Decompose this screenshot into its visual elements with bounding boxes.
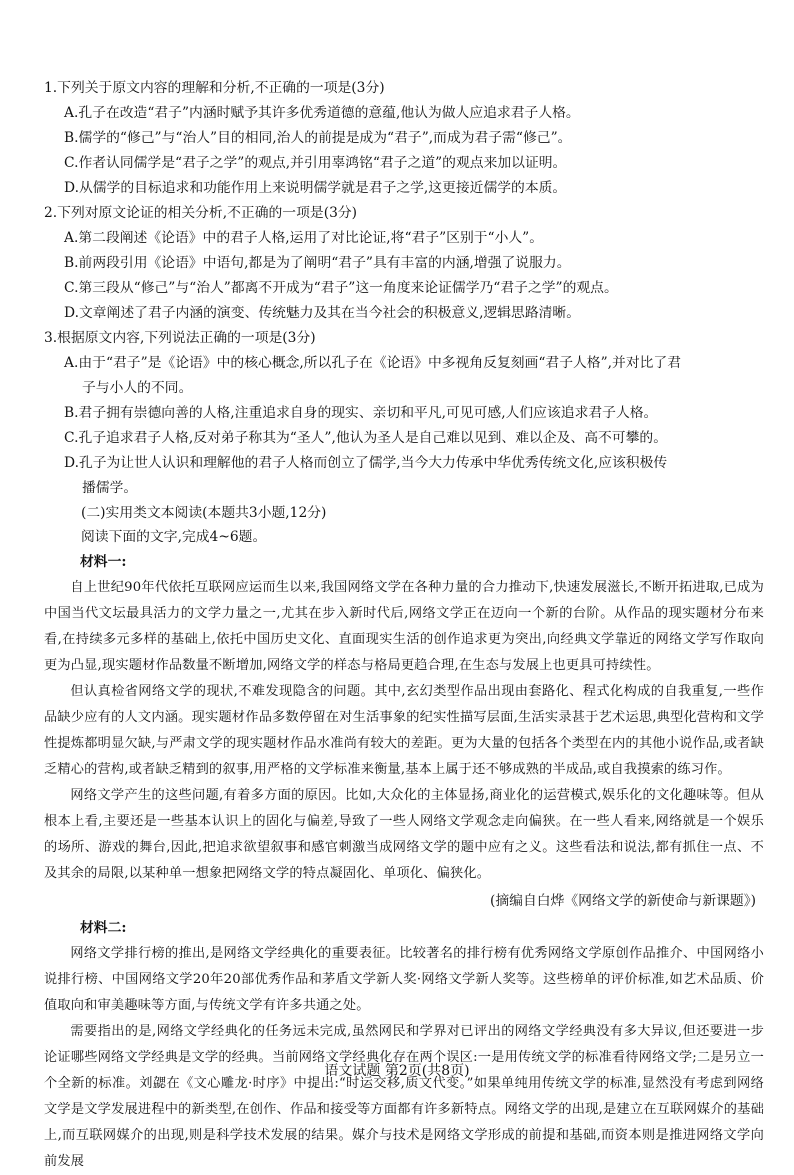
option-b: B.前两段引用《论语》中语句,都是为了阐明“君子”具有丰富的内涵,增强了说服力。	[64, 255, 571, 271]
option-d: D.孔子为让世人认识和理解他的君子人格而创立了儒学,当今大力传承中华优秀传统文化,应该积极传	[64, 455, 668, 471]
page-footer: 语文试题 第2页(共8页)	[324, 1063, 470, 1079]
section-heading: (二)实用类文本阅读(本题共3小题,12分)	[81, 505, 327, 521]
material-paragraph: 但认真检省网络文学的现状,不难发现隐含的问题。其中,玄幻类型作品出现由套路化、程式化构成的自我重复,一些作品缺少应有的人文内涵。现实题材作品多数停留在对生活事象的纪实性描写层面,生活实录甚于艺术运思,典型化营构和文学性提炼都明显欠缺,与严肃文学的现实题材作品水准尚有较大的差距。更为大量的包括各个类型在内的其他小说作品,或者缺乏精心的营构,或者缺乏精到的叙事,用严格的文学标准来衡量,基本上属于还不够成熟的半成品,或自我摸索的练习作。	[44, 684, 764, 777]
material-source: (摘编自白烨《网络文学的新使命与新课题》)	[489, 893, 756, 909]
material-paragraph: 需要指出的是,网络文学经典化的任务远未完成,虽然网民和学界对已评出的网络文学经典没有多大异议,但还要进一步论证哪些网络文学经典是文学的经典。当前网络文学经典化存在两个误区:一是用传统文学的标准看待网络文学;二是另立一个全新的标准。刘勰在《文心雕龙·时序》中提出:“时运交移,质文代变。”如果单纯用传统文学的标准,显然没有考虑到网络文学是文学发展进程中的新类型,在创作、作品和接受等方面都有许多新特点。网络文学的出现,是建立在互联网媒介的基础上,而互联网媒介的出现,则是科学技术发展的结果。媒介与技术是网络文学形成的前提和基础,而资本则是推进网络文学向前发展	[44, 1024, 764, 1169]
option-d: D.文章阐述了君子内涵的演变、传统魅力及其在当今社会的积极意义,逻辑思路清晰。	[64, 305, 581, 321]
option-c: C.作者认同儒学是“君子之学”的观点,并引用辜鸿铭“君子之道”的观点来加以证明。	[64, 155, 567, 171]
material-title: 材料一:	[80, 554, 127, 570]
option-a: A.第二段阐述《论语》中的君子人格,运用了对比论证,将“君子”区别于“小人”。	[64, 230, 544, 246]
option-a: A.孔子在改造“君子”内涵时赋予其许多优秀道德的意蕴,他认为做人应追求君子人格。	[64, 105, 580, 121]
option-a: A.由于“君子”是《论语》中的核心概念,所以孔子在《论语》中多视角反复刻画“君子人格”,并对比了君	[64, 355, 682, 371]
question-2	[44, 201, 764, 326]
option-b: B.君子拥有崇德向善的人格,注重追求自身的现实、亲切和平凡,可见可感,人们应该追求君子人格。	[64, 405, 658, 421]
option-d-continued: 播儒学。	[82, 480, 138, 496]
material-1	[44, 549, 764, 915]
material-title: 材料二:	[80, 920, 127, 936]
material-2	[44, 915, 764, 1175]
option-b: B.儒学的“修己”与“治人”目的相同,治人的前提是成为“君子”,而成为君子需“修己”。	[64, 130, 572, 146]
question-3	[44, 326, 764, 501]
question-stem: 1.下列关于原文内容的理解和分析,不正确的一项是(3分)	[44, 80, 385, 96]
option-c: C.第三段从“修己”与“治人”都离不开成为“君子”这一角度来论证儒学乃“君子之学”的观点。	[64, 280, 618, 296]
section-instruction: 阅读下面的文字,完成4~6题。	[81, 529, 267, 545]
material-paragraph: 网络文学排行榜的推出,是网络文学经典化的重要表征。比较著名的排行榜有优秀网络文学原创作品推介、中国网络小说排行榜、中国网络文学20年20部优秀作品和茅盾文学新人奖·网络文学新人奖等。这些榜单的评价标准,如艺术品质、价值取向和审美趣味等方面,与传统文学有许多共通之处。	[44, 946, 764, 1013]
question-1	[44, 0, 764, 201]
option-d: D.从儒学的目标追求和功能作用上来说明儒学就是君子之学,这更接近儒学的本质。	[64, 180, 567, 196]
option-a-continued: 子与小人的不同。	[82, 380, 193, 396]
question-stem: 2.下列对原文论证的相关分析,不正确的一项是(3分)	[44, 205, 358, 221]
material-paragraph: 自上世纪90年代依托互联网应运而生以来,我国网络文学在各种力量的合力推动下,快速发展滋长,不断开拓进取,已成为中国当代文坛最具活力的文学力量之一,尤其在步入新时代后,网络文学正在迈向一个新的台阶。从作品的现实题材分布来看,在持续多元多样的基础上,依托中国历史文化、直面现实生活的创作追求更为突出,向经典文学靠近的网络文学写作取向更为凸显,现实题材作品数量不断增加,网络文学的样态与格局更趋合理,在生态与发展上也更具可持续性。	[44, 580, 764, 673]
question-stem: 3.根据原文内容,下列说法正确的一项是(3分)	[44, 330, 316, 346]
material-paragraph: 网络文学产生的这些问题,有着多方面的原因。比如,大众化的主体显扬,商业化的运营模式,娱乐化的文化趣味等。但从根本上看,主要还是一些基本认识上的固化与偏差,导致了一些人网络文学观念走向偏狭。在一些人看来,网络就是一个娱乐的场所、游戏的舞台,因此,把追求欲望叙事和感官刺激当成网络文学的题中应有之义。这些看法和说法,都有抓住一点、不及其余的局限,以某种单一想象把网络文学的特点凝固化、单项化、偏狭化。	[44, 788, 764, 881]
option-c: C.孔子追求君子人格,反对弟子称其为“圣人”,他认为圣人是自己难以见到、难以企及、高不可攀的。	[64, 430, 667, 446]
